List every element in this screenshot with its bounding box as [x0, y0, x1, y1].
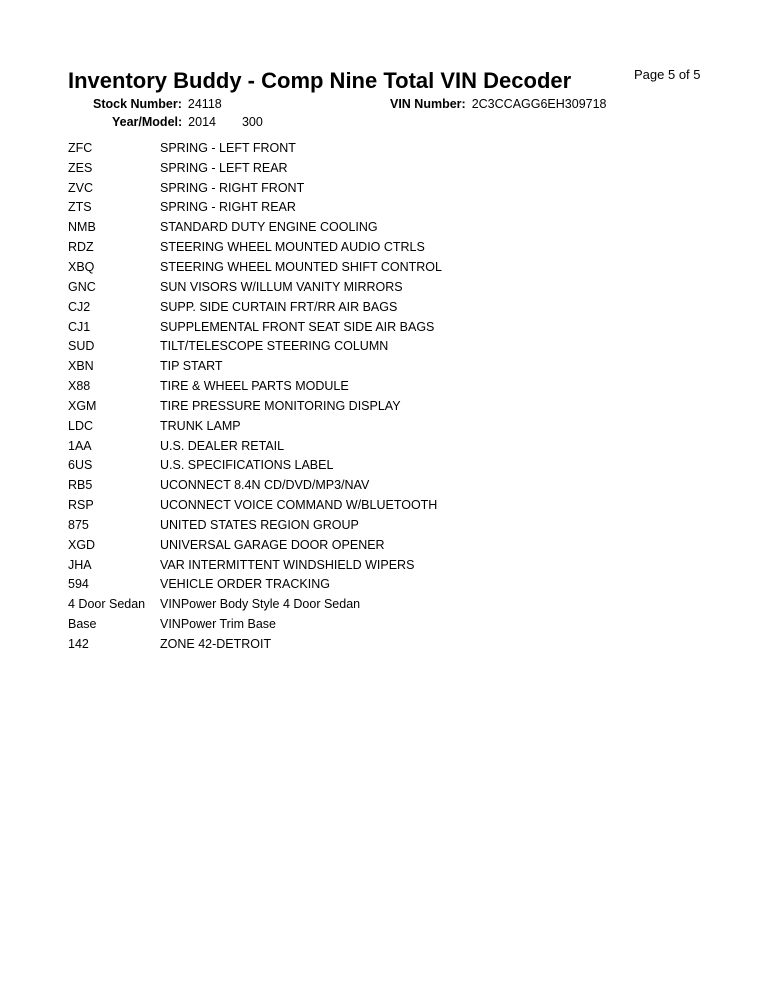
option-description: TIRE & WHEEL PARTS MODULE	[160, 379, 349, 394]
option-code: X88	[68, 379, 91, 394]
option-code: 4 Door Sedan	[68, 597, 146, 612]
model-value: 300	[241, 115, 263, 129]
list-item	[68, 317, 668, 337]
year-model-field	[112, 115, 263, 129]
vin-number-value: 2C3CCAGG6EH309718	[471, 97, 607, 111]
list-item	[68, 158, 668, 178]
option-description: ZONE 42-DETROIT	[160, 637, 272, 652]
option-description: TRUNK LAMP	[160, 418, 241, 433]
list-item	[68, 555, 668, 575]
option-description: VINPower Body Style 4 Door Sedan	[160, 597, 361, 612]
option-code: XGD	[68, 537, 96, 552]
option-code: 142	[68, 637, 89, 652]
list-item	[68, 257, 668, 277]
option-code: XBN	[68, 359, 94, 374]
list-item	[68, 456, 668, 476]
list-item	[68, 297, 668, 317]
option-description: U.S. DEALER RETAIL	[160, 438, 285, 453]
list-item	[68, 396, 668, 416]
year-value: 2014	[188, 115, 216, 129]
option-description: STEERING WHEEL MOUNTED AUDIO CTRLS	[160, 240, 425, 255]
option-description: TIP START	[160, 359, 223, 374]
option-code: NMB	[68, 220, 96, 235]
list-item	[68, 376, 668, 396]
list-item	[68, 535, 668, 555]
option-code: 6US	[68, 458, 93, 473]
option-description: TIRE PRESSURE MONITORING DISPLAY	[160, 398, 401, 413]
year-model-label: Year/Model:	[112, 115, 183, 129]
option-code: ZVC	[68, 180, 93, 195]
list-item	[68, 217, 668, 237]
list-item	[68, 277, 668, 297]
option-code: ZTS	[68, 200, 92, 215]
stock-number-label: Stock Number:	[93, 97, 182, 111]
option-code: 875	[68, 517, 89, 532]
list-item	[68, 198, 668, 218]
option-code: 1AA	[68, 438, 92, 453]
list-item	[68, 614, 668, 634]
stock-number-field	[93, 97, 222, 111]
option-code: XBQ	[68, 259, 95, 274]
option-code: SUD	[68, 339, 95, 354]
option-description: TILT/TELESCOPE STEERING COLUMN	[160, 339, 389, 354]
option-code: ZFC	[68, 140, 93, 155]
list-item	[68, 515, 668, 535]
option-description: UNITED STATES REGION GROUP	[160, 517, 359, 532]
option-code: RSP	[68, 498, 94, 513]
option-code: CJ1	[68, 319, 91, 334]
option-code: 594	[68, 577, 89, 592]
option-code: GNC	[68, 279, 96, 294]
list-item	[68, 237, 668, 257]
option-description: SPRING - LEFT REAR	[160, 160, 288, 175]
list-item	[68, 436, 668, 456]
option-description: UCONNECT VOICE COMMAND W/BLUETOOTH	[160, 498, 438, 513]
list-item	[68, 356, 668, 376]
option-description: STANDARD DUTY ENGINE COOLING	[160, 220, 378, 235]
option-description: VINPower Trim Base	[160, 617, 277, 632]
option-description: UCONNECT 8.4N CD/DVD/MP3/NAV	[160, 478, 370, 493]
vin-number-field	[390, 97, 607, 111]
option-code: RB5	[68, 478, 93, 493]
option-description: UNIVERSAL GARAGE DOOR OPENER	[160, 537, 385, 552]
option-code: CJ2	[68, 299, 91, 314]
option-code: ZES	[68, 160, 93, 175]
stock-number-value: 24118	[187, 97, 222, 111]
list-item	[68, 178, 668, 198]
vin-number-label: VIN Number:	[390, 97, 466, 111]
option-description: SPRING - RIGHT REAR	[160, 200, 296, 215]
option-description: SUPP. SIDE CURTAIN FRT/RR AIR BAGS	[160, 299, 398, 314]
option-code: Base	[68, 617, 97, 632]
option-code: JHA	[68, 557, 92, 572]
list-item	[68, 138, 668, 158]
option-description: SPRING - RIGHT FRONT	[160, 180, 305, 195]
option-description: U.S. SPECIFICATIONS LABEL	[160, 458, 334, 473]
option-description: SUPPLEMENTAL FRONT SEAT SIDE AIR BAGS	[160, 319, 435, 334]
option-code: RDZ	[68, 240, 94, 255]
list-item	[68, 336, 668, 356]
list-item	[68, 475, 668, 495]
option-description: VEHICLE ORDER TRACKING	[160, 577, 330, 592]
option-code-list	[68, 138, 668, 654]
option-description: SUN VISORS W/ILLUM VANITY MIRRORS	[160, 279, 403, 294]
option-description: STEERING WHEEL MOUNTED SHIFT CONTROL	[160, 259, 442, 274]
page-title: Inventory Buddy - Comp Nine Total VIN Decoder	[68, 68, 572, 93]
option-description: VAR INTERMITTENT WINDSHIELD WIPERS	[160, 557, 415, 572]
list-item	[68, 495, 668, 515]
list-item	[68, 416, 668, 436]
option-code: LDC	[68, 418, 94, 433]
page-number: Page 5 of 5	[634, 67, 701, 82]
list-item	[68, 575, 668, 595]
list-item	[68, 634, 668, 654]
option-description: SPRING - LEFT FRONT	[160, 140, 296, 155]
list-item	[68, 594, 668, 614]
option-code: XGM	[68, 398, 97, 413]
